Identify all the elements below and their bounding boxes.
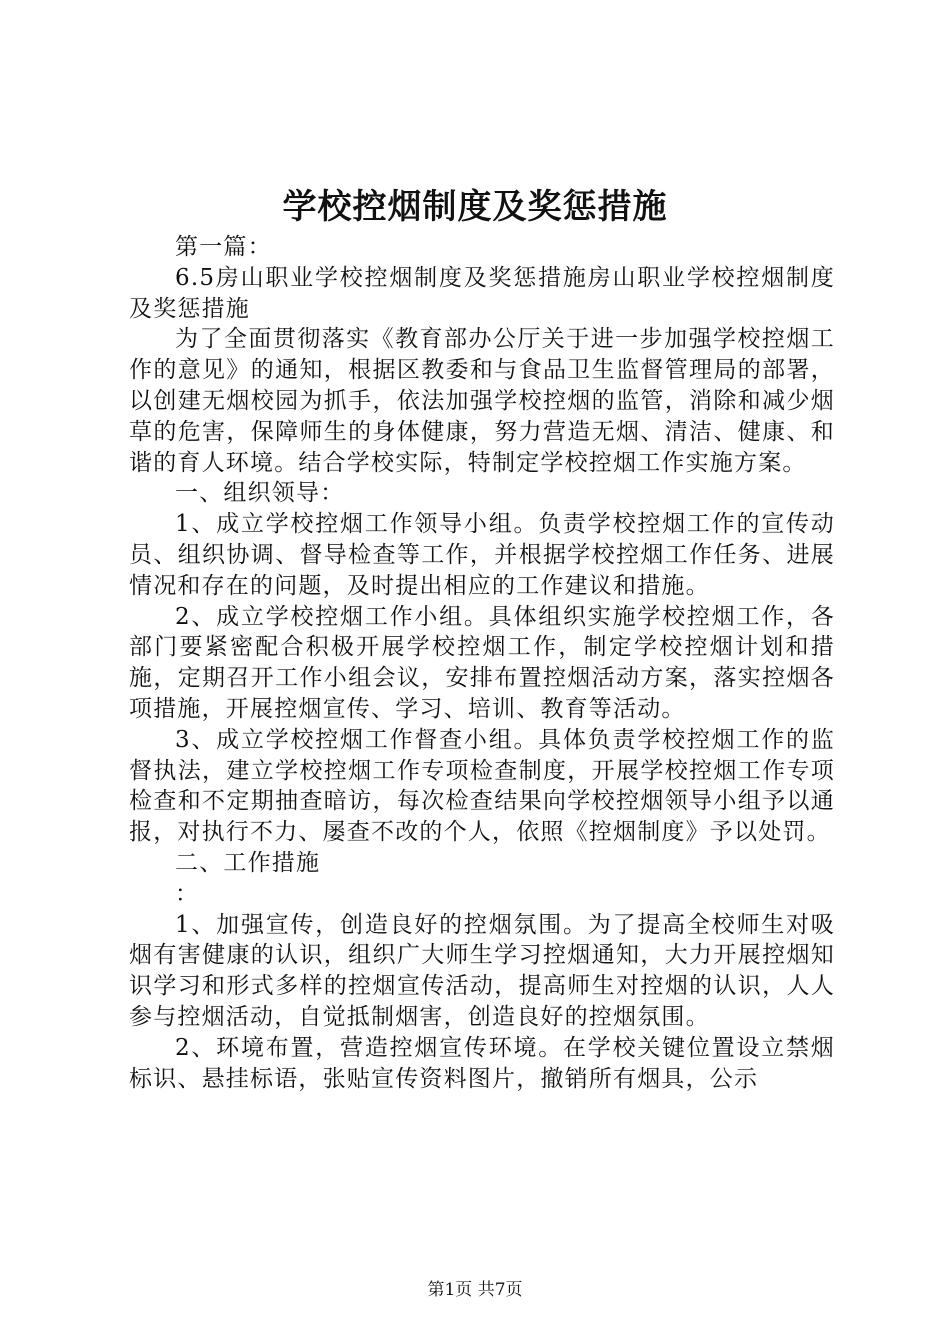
measures-item-1: 1、加强宣传，创造良好的控烟氛围。为了提高全校师生对吸烟有害健康的认识，组织广大师生学习控烟通知，大力开展控烟知识学习和形式多样的控烟宣传活动，提高师生对控烟的认识，人人参与控烟活动，自觉抵制烟害，创造良好的控烟氛围。 <box>129 911 835 1030</box>
organization-item-2: 2、成立学校控烟工作小组。具体组织实施学校控烟工作，各部门要紧密配合积极开展学校控烟工作，制定学校控烟计划和措施，定期召开工作小组会议，安排布置控烟活动方案，落实控烟各项措施，开展控烟宣传、学习、培训、教育等活动。 <box>129 603 835 722</box>
page-footer: 第1页 共7页 <box>427 1280 523 1300</box>
measures-colon: ： <box>175 880 200 907</box>
document-body <box>129 232 835 1094</box>
organization-item-3: 3、成立学校控烟工作督查小组。具体负责学校控烟工作的监督执法，建立学校控烟工作专项检查制度，开展学校控烟工作专项检查和不定期抽查暗访，每次检查结果向学校控烟领导小组予以通报，对执行不力、屡查不改的个人，依照《控烟制度》予以处罚。 <box>129 726 835 846</box>
subtitle-paragraph: 6.5房山职业学校控烟制度及奖惩措施房山职业学校控烟制度及奖惩措施 <box>129 264 835 322</box>
section-heading-measures: 二、工作措施 <box>175 849 321 876</box>
organization-item-1: 1、成立学校控烟工作领导小组。负责学校控烟工作的宣传动员、组织协调、督导检查等工作，并根据学校控烟工作任务、进展情况和存在的问题，及时提出相应的工作建议和措施。 <box>129 511 835 599</box>
section-heading-first: 第一篇： <box>175 234 272 260</box>
document-title: 学校控烟制度及奖惩措施 <box>282 187 668 227</box>
measures-item-2: 2、环境布置，营造控烟宣传环境。在学校关键位置设立禁烟标识、悬挂标语，张贴宣传资料图片，撤销所有烟具，公示 <box>129 1034 835 1092</box>
section-heading-organization: 一、组织领导： <box>175 480 345 507</box>
intro-paragraph: 为了全面贯彻落实《教育部办公厅关于进一步加强学校控烟工作的意见》的通知，根据区教委和与食品卫生监督管理局的部署，以创建无烟校园为抓手，依法加强学校控烟的监管，消除和减少烟草的危害，保障师生的身体健康，努力营造无烟、清洁、健康、和谐的育人环境。结合学校实际，特制定学校控烟工作实施方案。 <box>129 326 835 476</box>
